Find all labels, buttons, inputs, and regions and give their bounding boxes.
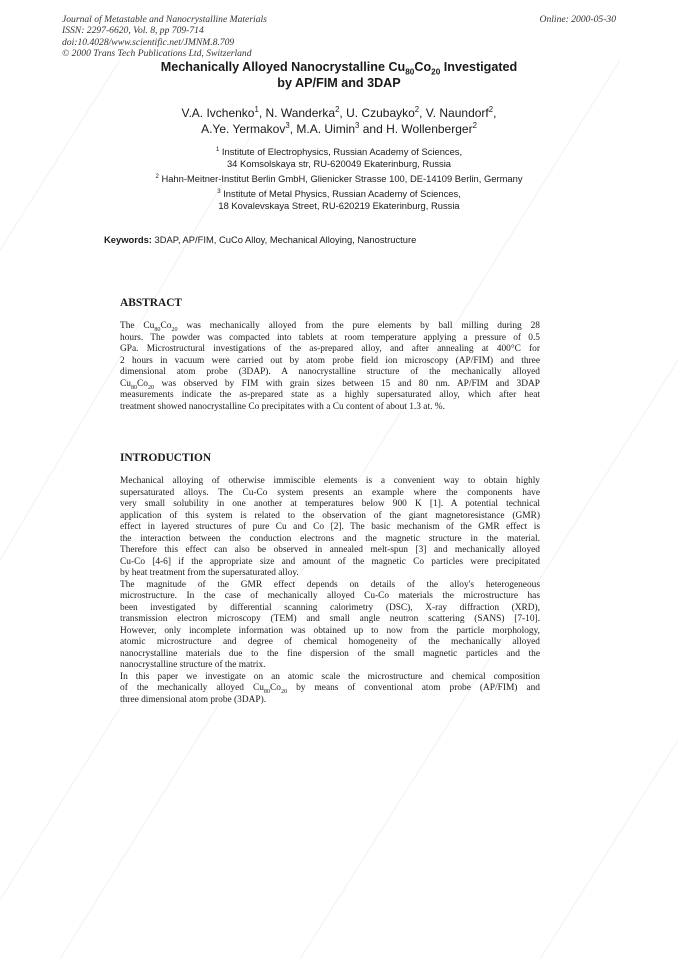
abstract-line: hours. The powder was compacted into tablets at room temperature applying a pressure of 0.5 [120,332,540,343]
intro-line: The magnitude of the GMR effect depends on details of the alloy's heterogeneous [120,579,540,590]
introduction-body [120,476,540,706]
intro-line: effect in layered structures of pure Cu and Co [2]. The basic mechanism of the GMR effect is [120,522,540,532]
intro-line: microstructure. In the case of mechanically alloyed Cu-Co materials the microstructure has [120,591,540,601]
abstract-line: treatment showed nanocrystalline Co precipitates with a Cu content of about 1.3 at. %. [120,401,445,412]
intro-line: three dimensional atom probe (3DAP). [120,694,267,705]
abstract-line: $Cu_{80}Co_{20}$ was observed by FIM with grain sizes between 15 and 80 nm. AP/FIM and 3DAP [120,378,540,391]
intro-line: by heat treatment from the supersaturated alloy. [120,568,299,578]
intro-line: However, only incomplete information was obtained up to now from the particle morphology, [120,625,540,636]
intro-line: very small solubility in one another at temperatures below 900 K [1]. A potential technical [120,499,540,509]
paper-title [0,60,678,91]
introduction-heading: INTRODUCTION [120,452,212,464]
abstract-line: measurements indicate the as-prepared state as a highly supersaturated alloy, which after heat [120,390,540,400]
intro-line: transmission electron microscopy (TEM) and small angle neutron scattering (SANS) [7-10]. [120,614,540,624]
affiliation-3-line-1: $^3$ Institute of Metal Physics, Russian Academy of Sciences, [217,187,461,199]
intro-line: Cu-Co [4-6] if the appropriate size and amount of the magnetic Co particles were precipitated [120,556,540,567]
affiliation-1-line-2: 34 Komsolskaya str, RU-620049 Ekaterinburg, Russia [226,158,452,169]
journal-header [62,14,267,60]
author-list [0,105,678,137]
title-line-2: by AP/FIM and 3DAP [277,75,401,90]
affiliation-3-line-2: 18 Kovalevskaya Street, RU-620219 Ekaterinburg, Russia [218,200,460,211]
intro-line: been investigated by differential scanning calorimetry (DSC), X-ray diffraction (XRD), [120,602,540,613]
intro-line: nanocrystalline materials due to the fine dispersion of the small magnetic particles and the [120,648,540,659]
journal-copyright: © 2000 Trans Tech Publications Ltd, Switzerland [62,48,252,60]
journal-doi[interactable]: doi:10.4028/www.scientific.net/JMNM.8.709 [62,36,235,48]
abstract-line: dimensional atom probe (3DAP). A nanocrystalline structure of the mechanically alloyed [120,367,540,377]
intro-line: Mechanical alloying of otherwise immiscible elements is a convenient way to obtain highly [120,476,540,486]
online-date: Online: 2000-05-30 [539,14,616,25]
affiliation-1-line-1: $^1$ Institute of Electrophysics, Russian Academy of Sciences, [215,145,463,157]
abstract-line: 2 hours in vacuum were carried out by atom probe field ion microscopy (AP/FIM) and three [120,355,540,366]
intro-line: nanocrystalline structure of the matrix. [120,660,266,670]
keywords [104,234,416,245]
affiliation-2-line-1: $^2$ Hahn-Meitner-Institut Berlin GmbH, Glienicker Strasse 100, DE-14109 Berlin, Germany [155,172,523,184]
affiliations [0,146,678,212]
intro-line: application of this system is related to the observation of the giant magnetoresistance (GMR) [120,510,540,521]
abstract-body [120,321,540,413]
intro-line: In this paper we investigate on an atomic scale the microstructure and chemical composition [120,671,540,682]
abstract-heading: ABSTRACT [120,297,183,309]
keywords-text: 3DAP, AP/FIM, CuCo Alloy, Mechanical Alloying, Nanostructure [151,234,417,245]
intro-line: the interaction between the conduction electrons and the magnetic structure in the material. [120,533,540,544]
intro-line: atomic microstructure and degree of chemical homogeneity of the mechanically alloyed [120,637,540,647]
journal-issn: ISSN: 2297-6620, Vol. 8, pp 709-714 [62,25,204,37]
keywords-label: Keywords: [104,234,152,245]
intro-line: of the mechanically alloyed $Cu_{80}Co_{20}$ by means of conventional atom probe (AP/FIM) and [120,683,540,695]
journal-name: Journal of Metastable and Nanocrystalline Materials [62,14,267,25]
intro-line: Therefore this effect can also be observed in annealed melt-spun [3] and mechanically alloyed [120,545,540,555]
authors-line-1: V.A. Ivchenko$^1$, N. Wanderka$^2$, U. Czubayko$^2$, V. Naundorf$^2$, [181,105,497,120]
abstract-line: GPa. Microstructural investigations of the as-prepared alloy, and after annealing at 400°C for [120,344,540,354]
authors-line-2: A.Ye. Yermakov$^3$, M.A. Uimin$^3$ and H. Wollenberger$^2$ [201,121,477,136]
title-line-1: Mechanically Alloyed Nanocrystalline $Cu_{80}Co_{20}$ Investigated [160,60,518,77]
intro-line: supersaturated alloys. The Cu-Co system presents an example where the components have [120,487,540,498]
abstract-line: The $Cu_{80}Co_{20}$ was mechanically alloyed from the pure elements by ball milling during 28 [120,321,540,333]
